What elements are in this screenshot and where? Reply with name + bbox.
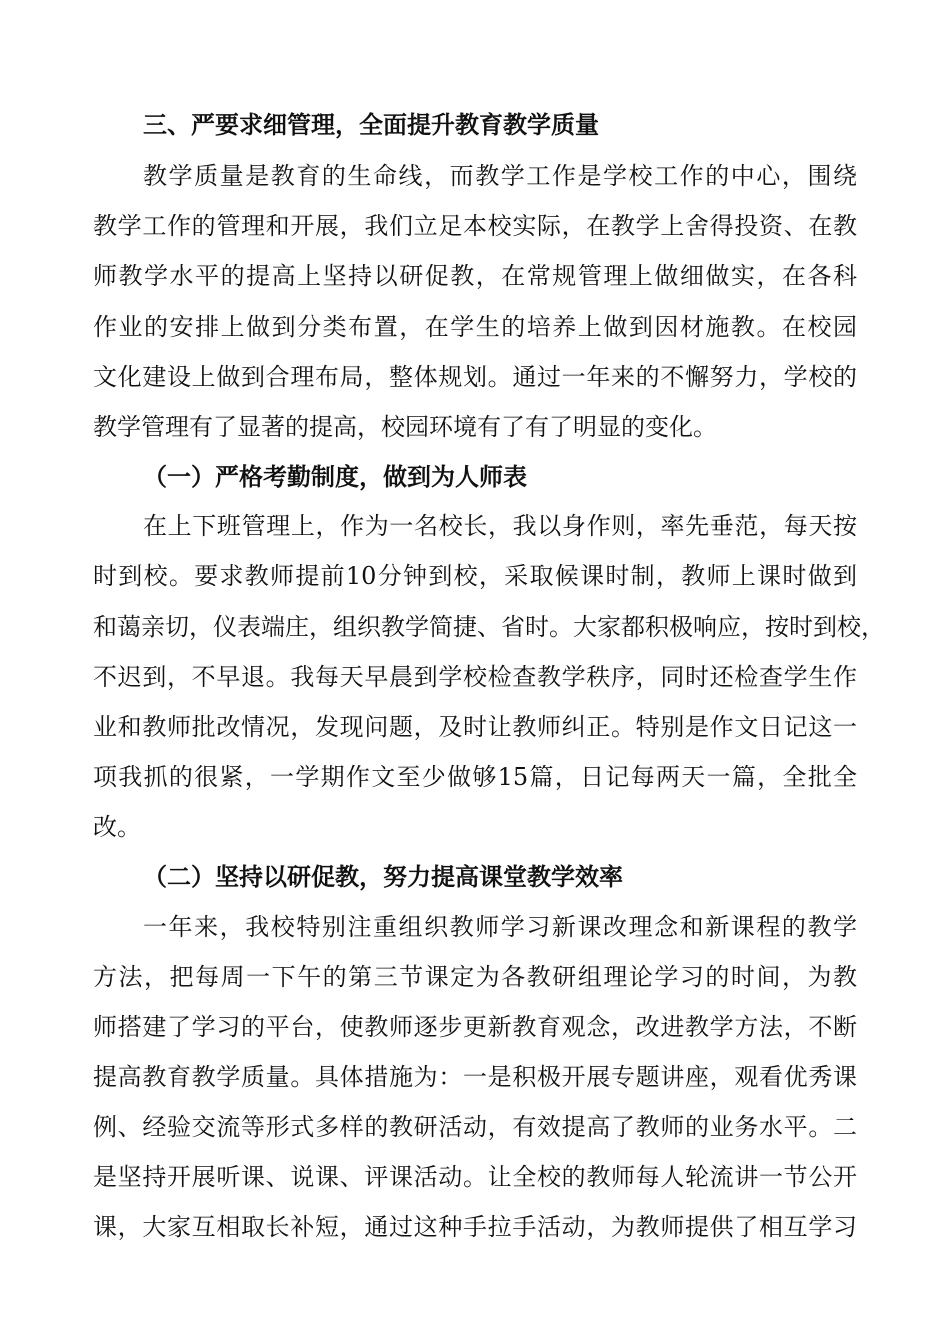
paragraph-line: 文化建设上做到合理布局，整体规划。通过一年来的不懈努力，学校的	[93, 363, 857, 391]
paragraph-line: 在上下班管理上，作为一名校长，我以身作则，率先垂范，每天按	[143, 512, 857, 540]
paragraph-line: 教学工作的管理和开展，我们立足本校实际，在教学上舍得投资、在教	[93, 212, 857, 240]
paragraph-line: 业和教师批改情况，发现问题，及时让教师纠正。特别是作文日记这一	[93, 713, 857, 741]
paragraph-line: 课，大家互相取长补短，通过这种手拉手活动，为教师提供了相互学习	[93, 1213, 857, 1241]
paragraph-line: 师教学水平的提高上坚持以研促教，在常规管理上做细做实，在各科	[93, 262, 857, 290]
paragraph-line: 一年来，我校特别注重组织教师学习新课改理念和新课程的教学	[143, 913, 857, 941]
paragraph-line: 是坚持开展听课、说课、评课活动。让全校的教师每人轮流讲一节公开	[93, 1163, 857, 1191]
paragraph-line: 时到校。要求教师提前10分钟到校，采取候课时制，教师上课时做到	[93, 562, 857, 590]
paragraph-line: 教学质量是教育的生命线，而教学工作是学校工作的中心，围绕	[143, 162, 857, 190]
paragraph-line: 提高教育教学质量。具体措施为：一是积极开展专题讲座，观看优秀课	[93, 1063, 857, 1091]
subsection-heading: （二）坚持以研促教，努力提高课堂教学效率	[143, 863, 623, 891]
paragraph-line: 不迟到，不早退。我每天早晨到学校检查教学秩序，同时还检查学生作	[93, 663, 857, 691]
paragraph-line: 项我抓的很紧，一学期作文至少做够15篇，日记每两天一篇，全批全	[93, 763, 857, 791]
paragraph-line: 和蔼亲切，仪表端庄，组织教学简捷、省时。大家都积极响应，按时到校，	[93, 613, 885, 641]
paragraph-line: 方法，把每周一下午的第三节课定为各教研组理论学习的时间，为教	[93, 963, 857, 991]
paragraph-line: 改。	[93, 813, 141, 841]
subsection-heading: （一）严格考勤制度，做到为人师表	[143, 463, 527, 491]
paragraph-line: 作业的安排上做到分类布置，在学生的培养上做到因材施教。在校园	[93, 313, 857, 341]
paragraph-line: 师搭建了学习的平台，使教师逐步更新教育观念，改进教学方法，不断	[93, 1013, 857, 1041]
paragraph-line: 例、经验交流等形式多样的教研活动，有效提高了教师的业务水平。二	[93, 1113, 857, 1141]
section-heading: 三、严要求细管理，全面提升教育教学质量	[143, 111, 599, 139]
paragraph-line: 教学管理有了显著的提高，校园环境有了有了明显的变化。	[93, 413, 717, 441]
